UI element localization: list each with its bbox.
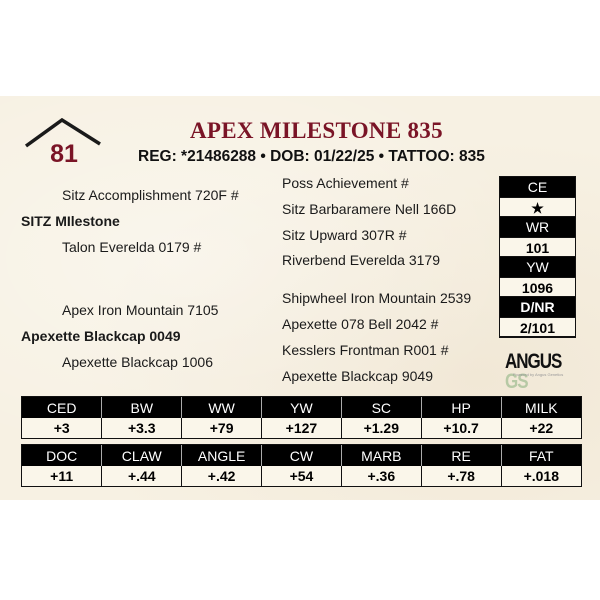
epd-value-fat: +.018 xyxy=(501,466,581,486)
pedigree-sire-dam-dam: Riverbend Everelda 3179 xyxy=(282,252,440,268)
epd-value-hp: +10.7 xyxy=(421,418,501,438)
epd-header-bw: BW xyxy=(102,397,182,418)
epd-value-marb: +.36 xyxy=(341,466,421,486)
pedigree-sire-sire: Sitz Accomplishment 720F # xyxy=(62,187,239,203)
stat-value-wr: 101 xyxy=(500,237,575,257)
epd-header-sc: SC xyxy=(341,397,421,418)
epd-header-ww: WW xyxy=(182,397,262,418)
stat-label-ce: CE xyxy=(500,177,575,197)
lot-card xyxy=(0,96,600,500)
pedigree-dam-dam-sire: Kesslers Frontman R001 # xyxy=(282,342,449,358)
stat-value-dnr: 2/101 xyxy=(500,317,575,337)
pedigree-dam: Apexette Blackcap 0049 xyxy=(21,328,181,344)
stat-label-dnr: D/NR xyxy=(500,297,575,317)
epd-header-milk: MILK xyxy=(501,397,581,418)
stat-label-yw: YW xyxy=(500,257,575,277)
pedigree-dam-sire-sire: Shipwheel Iron Mountain 2539 xyxy=(282,290,472,306)
pedigree-sire-dam: Talon Everelda 0179 # xyxy=(62,239,202,255)
epd-header-angle: ANGLE xyxy=(182,445,262,466)
epd-header-fat: FAT xyxy=(501,445,581,466)
epd-value-angle: +.42 xyxy=(182,466,262,486)
epd-value-ced: +3 xyxy=(22,418,102,438)
pedigree-sire-sire-sire: Poss Achievement # xyxy=(282,175,409,191)
lot-number: 81 xyxy=(50,140,78,168)
logo-main-text: ANGUS xyxy=(505,349,562,373)
epd-value-yw: +127 xyxy=(262,418,342,438)
pedigree-sire: SITZ MIlestone xyxy=(21,213,120,229)
angus-gs-logo xyxy=(505,349,575,393)
epd-value-re: +.78 xyxy=(421,466,501,486)
epd-header-re: RE xyxy=(421,445,501,466)
animal-name: APEX MILESTONE 835 xyxy=(190,118,443,143)
registration-line: REG: *21486288 • DOB: 01/22/25 • TATTOO: 835 xyxy=(138,148,485,165)
pedigree-dam-dam-dam: Apexette Blackcap 9049 xyxy=(282,368,433,384)
stat-value-ce: ★ xyxy=(500,197,575,217)
epd-value-sc: +1.29 xyxy=(341,418,421,438)
epd-value-claw: +.44 xyxy=(102,466,182,486)
epd-value-doc: +11 xyxy=(22,466,102,486)
pedigree-dam-sire: Apex Iron Mountain 7105 xyxy=(62,302,219,318)
epd-header-cw: CW xyxy=(262,445,342,466)
stat-value-yw: 1096 xyxy=(500,277,575,297)
epd-header-yw: YW xyxy=(262,397,342,418)
pedigree-dam-dam: Apexette Blackcap 1006 xyxy=(62,354,213,370)
epd-header-ced: CED xyxy=(22,397,102,418)
epd-value-ww: +79 xyxy=(182,418,262,438)
epd-table-row-2 xyxy=(21,444,582,487)
pedigree-sire-sire-dam: Sitz Barbaramere Nell 166D xyxy=(282,201,457,217)
epd-table-row-1 xyxy=(21,396,582,439)
epd-header-doc: DOC xyxy=(22,445,102,466)
epd-value-bw: +3.3 xyxy=(102,418,182,438)
logo-suffix-text: GS xyxy=(505,369,528,393)
epd-value-cw: +54 xyxy=(262,466,342,486)
pedigree-sire-dam-sire: Sitz Upward 307R # xyxy=(282,227,407,243)
pedigree-dam-sire-dam: Apexette 078 Bell 2042 # xyxy=(282,316,439,332)
epd-value-milk: +22 xyxy=(501,418,581,438)
side-stats-box xyxy=(499,176,576,338)
logo-tagline: Powered by Angus Genetics xyxy=(513,372,564,377)
epd-header-hp: HP xyxy=(421,397,501,418)
epd-header-marb: MARB xyxy=(341,445,421,466)
epd-header-claw: CLAW xyxy=(102,445,182,466)
stat-label-wr: WR xyxy=(500,217,575,237)
